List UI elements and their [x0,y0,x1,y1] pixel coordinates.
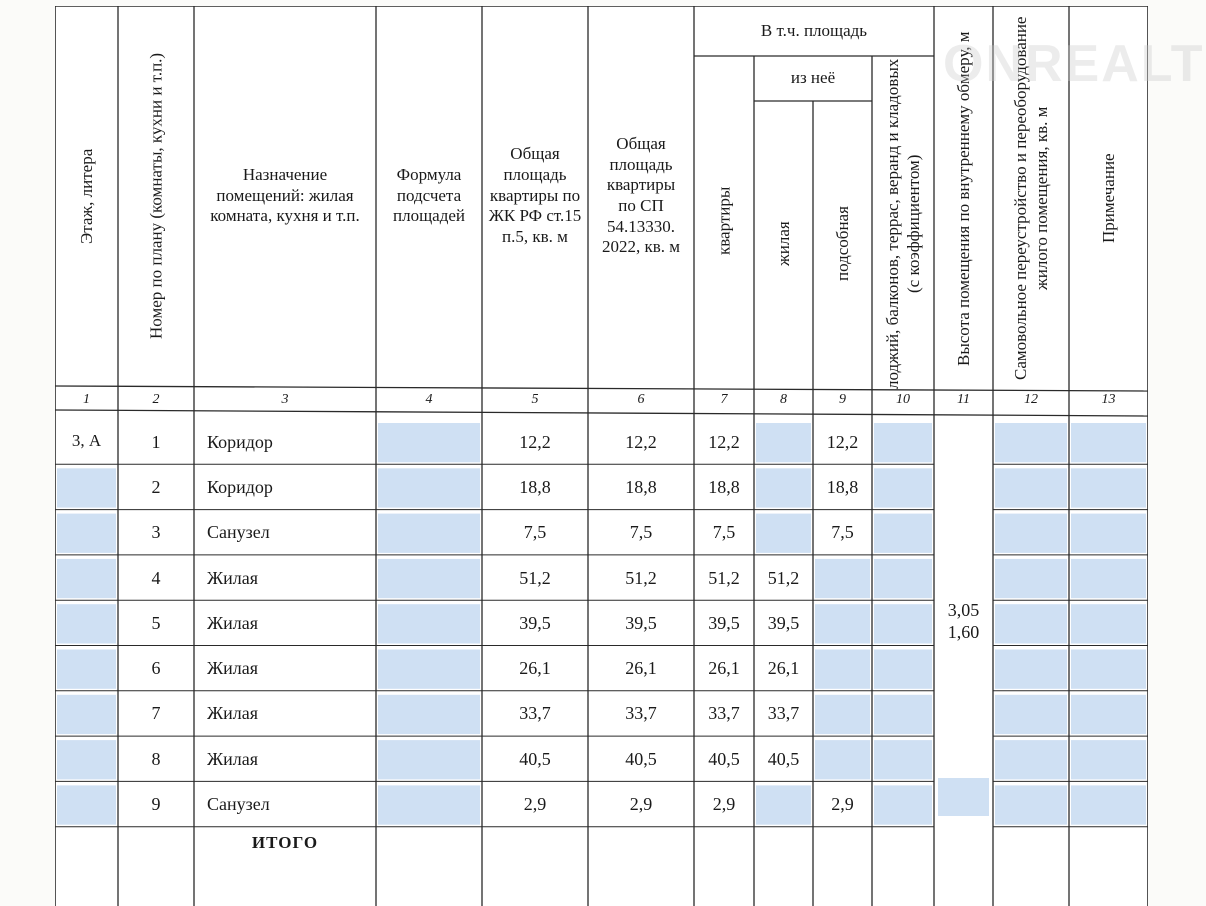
area-value: 39,5 [708,612,740,633]
room-number: 3 [151,522,161,543]
header-plan-number: Номер по плану (комнаты, кухни и т.п.) [146,52,166,340]
shaded-cell [57,740,116,779]
column-number: 9 [839,392,846,408]
shaded-cell [378,468,480,507]
shaded-cell [995,423,1067,462]
header-apartment: квартиры [714,186,734,256]
header-height: Высота помещения по внутреннему обмеру, м [953,31,973,366]
column-number: 1 [83,392,90,408]
column-number: 2 [152,392,160,408]
area-value: 12,2 [519,431,551,452]
room-number: 6 [151,658,161,679]
header-floor: Этаж, литера [76,148,96,244]
column-number: 13 [1101,392,1116,408]
area-value: 33,7 [625,703,657,724]
area-value: 26,1 [708,658,740,679]
room-name: Жилая [207,567,259,588]
area-value: 26,1 [519,658,551,679]
header-total-sp: Общая площадь квартиры по СП 54.13330. 2022, кв. м [601,133,681,257]
area-value: 33,7 [708,703,740,724]
room-name: Коридор [207,431,273,452]
area-value: 40,5 [625,748,657,769]
area-value: 33,7 [519,703,551,724]
area-value: 12,2 [625,431,657,452]
header-formula: Формула подсчета площадей [392,164,465,226]
shaded-cell [1071,740,1146,779]
total-label: ИТОГО [251,832,319,852]
shaded-cell [57,514,116,553]
area-value [754,511,813,556]
shaded-cell [938,778,989,816]
area-value [754,465,813,510]
room-number: 5 [151,612,161,633]
column-number: 6 [637,392,645,408]
shaded-cell [378,785,480,824]
shaded-cell [57,604,116,643]
shaded-cell [995,650,1067,689]
area-value: 12,2 [708,431,740,452]
shaded-cell [874,650,932,689]
shaded-cell [1071,468,1146,507]
room-name: Жилая [207,748,259,769]
header-living: жилая [773,221,793,266]
room-number: 1 [151,431,161,452]
area-value: 26,1 [767,658,800,679]
area-value [813,692,872,737]
shaded-cell [874,785,932,824]
shaded-cell [1071,695,1146,734]
area-value: 51,2 [708,567,740,588]
shaded-cell [378,423,480,462]
area-value: 33,7 [767,703,800,724]
height-value-2: 1,60 [947,622,980,643]
area-value: 18,8 [625,476,657,497]
room-name: Санузел [207,522,270,543]
shaded-cell [995,785,1067,824]
shaded-cell [1071,423,1146,462]
area-value: 40,5 [519,748,551,769]
shaded-cell [1071,559,1146,598]
area-value: 40,5 [767,748,800,769]
area-value [754,420,813,465]
shaded-cell [995,604,1067,643]
shaded-cell [995,514,1067,553]
shaded-cell [1071,514,1146,553]
room-number: 4 [151,567,161,588]
area-value: 2,9 [629,794,653,815]
shaded-cell [378,740,480,779]
document-sheet [55,6,1205,906]
column-number: 7 [720,392,728,408]
shaded-cell [57,468,116,507]
area-value: 40,5 [708,748,740,769]
area-value [754,782,813,827]
room-name: Жилая [207,703,259,724]
room-number: 8 [151,748,161,769]
area-value: 2,9 [712,794,736,815]
shaded-cell [874,514,932,553]
area-value [813,556,872,601]
area-value: 18,8 [708,476,740,497]
area-value [813,737,872,782]
shaded-cell [378,695,480,734]
room-name: Коридор [207,476,273,497]
area-value: 51,2 [625,567,657,588]
header-auxiliary: подсобная [832,206,852,281]
shaded-cell [995,740,1067,779]
room-number: 7 [151,703,161,724]
room-number: 9 [151,794,161,815]
shaded-cell [57,559,116,598]
watermark-logo: ONREALT [943,35,1205,93]
shaded-cell [57,785,116,824]
room-name: Санузел [207,794,270,815]
area-value: 18,8 [519,476,551,497]
header-total-zk: Общая площадь квартиры по ЖК РФ ст.15 п.5, кв. м [488,144,582,247]
area-value [813,601,872,646]
column-number: 10 [896,392,910,408]
shaded-cell [874,468,932,507]
shaded-cell [874,695,932,734]
column-number: 5 [531,392,539,408]
area-value: 26,1 [625,658,657,679]
area-value: 18,8 [826,476,859,497]
shaded-cell [995,695,1067,734]
header-incl-area: В т.ч. площадь [760,20,868,40]
area-value: 7,5 [629,522,653,543]
area-value: 39,5 [519,612,551,633]
column-number: 11 [957,392,970,408]
shaded-cell [378,559,480,598]
column-number: 12 [1024,392,1038,408]
shaded-cell [995,559,1067,598]
shaded-cell [57,650,116,689]
shaded-cell [874,559,932,598]
header-of-which: из неё [790,68,836,88]
area-value: 7,5 [831,522,854,543]
room-name: Жилая [207,658,259,679]
area-value [813,647,872,692]
header-purpose: Назначение помещений: жилая комната, кухня и т.п. [210,164,360,226]
area-value: 12,2 [826,431,859,452]
column-number: 3 [281,392,289,408]
floor-value: 3, А [71,430,102,450]
shaded-cell [1071,785,1146,824]
shaded-cell [378,604,480,643]
shaded-cell [874,740,932,779]
shaded-cell [874,423,932,462]
room-number: 2 [151,476,161,497]
area-value: 39,5 [767,612,800,633]
area-value: 7,5 [712,522,736,543]
shaded-cell [57,695,116,734]
shaded-cell [874,604,932,643]
column-number: 8 [780,392,787,408]
area-value: 51,2 [519,567,551,588]
shaded-cell [378,514,480,553]
shaded-cell [1071,650,1146,689]
header-loggias: лоджий, балконов, террас, веранд и кладовых (с коэффициентом) [882,58,923,389]
area-value: 39,5 [625,612,657,633]
shaded-cell [995,468,1067,507]
area-value: 7,5 [523,522,547,543]
height-value-1: 3,05 [947,600,980,621]
room-name: Жилая [207,612,259,633]
header-note: Примечание [1098,153,1118,244]
area-value: 2,9 [831,794,854,815]
shaded-cell [1071,604,1146,643]
area-value: 2,9 [523,794,547,815]
header-unauthorized: Самовольное переустройство и переоборудование жилого помещения, кв. м [1010,16,1051,381]
column-number: 4 [425,392,433,408]
area-value: 51,2 [767,567,800,588]
shaded-cell [378,650,480,689]
